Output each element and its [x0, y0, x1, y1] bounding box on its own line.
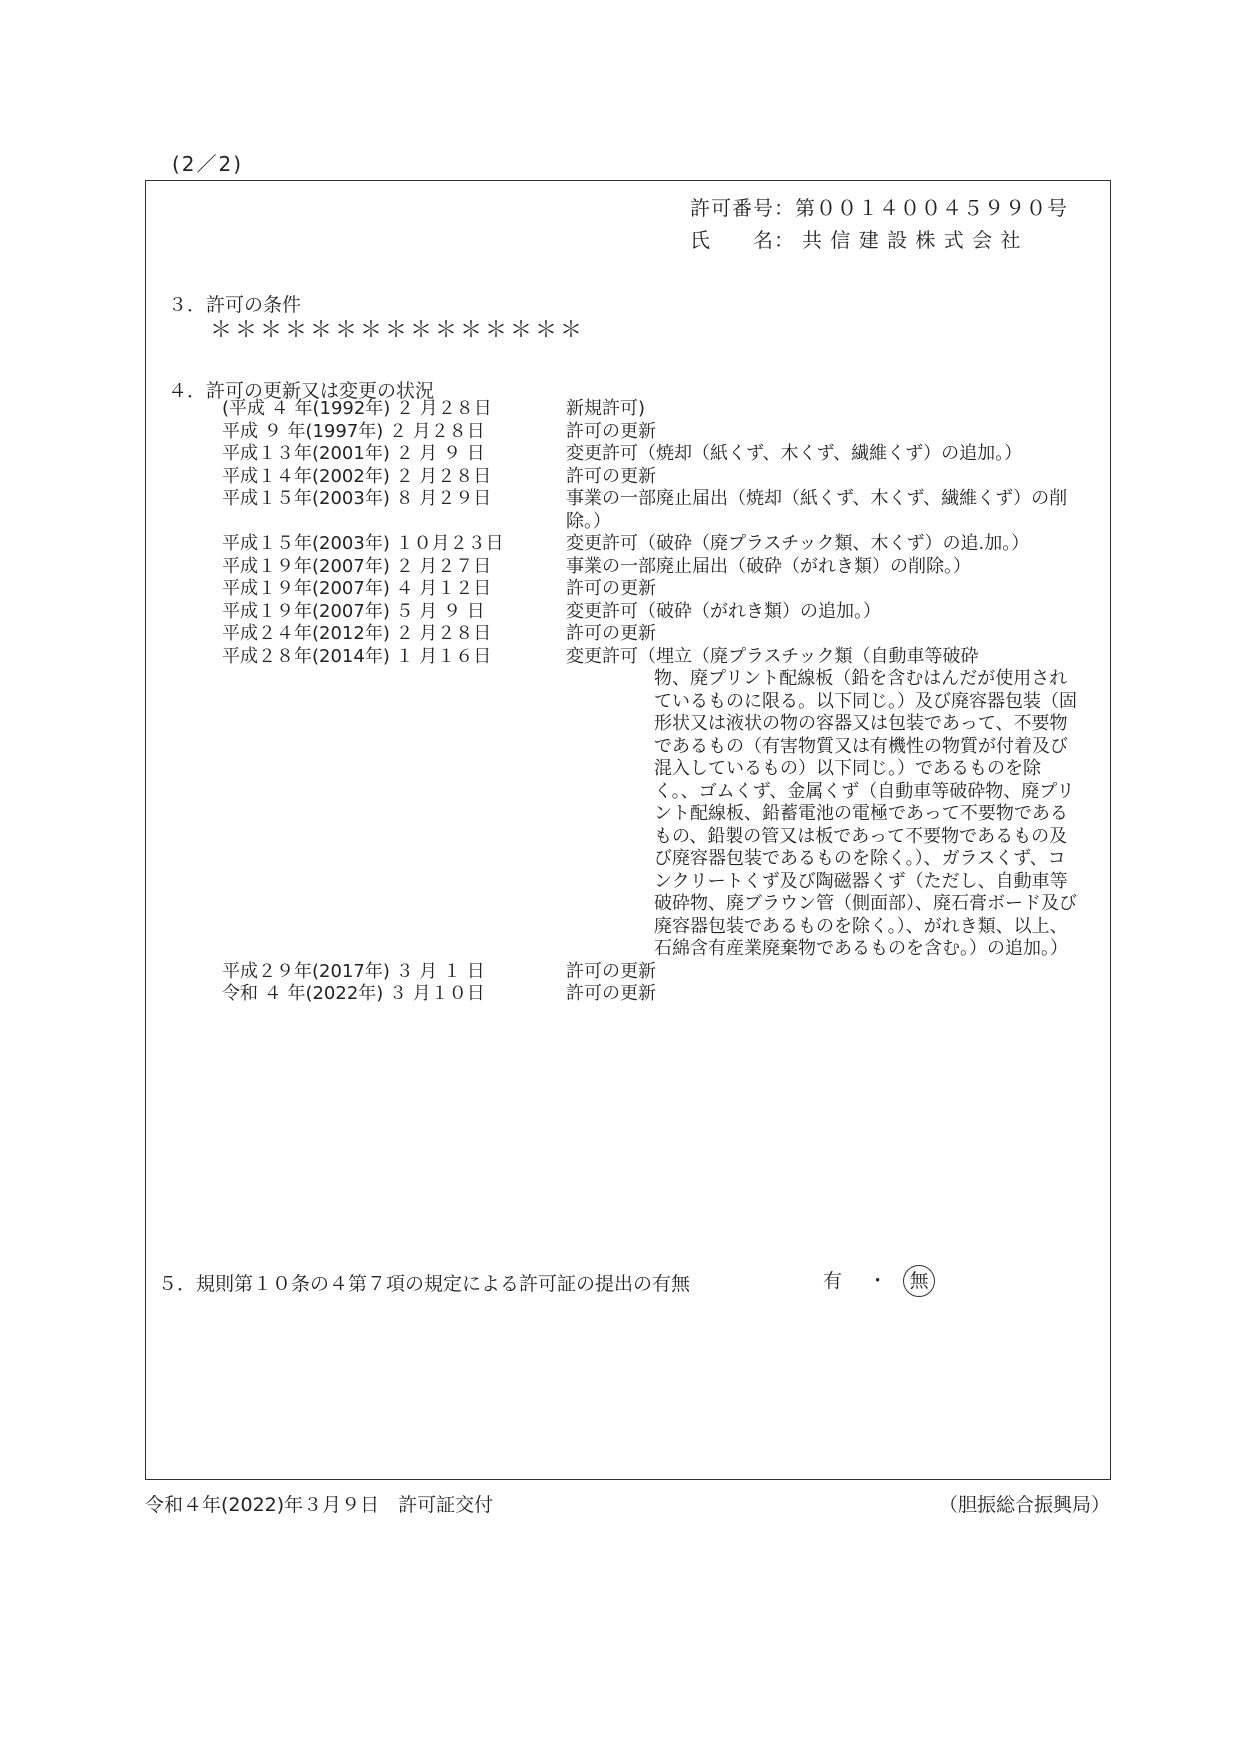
history-row: [222, 578, 1082, 601]
history-row: [222, 466, 1082, 489]
issuing-office: （胆振総合振興局）: [938, 1494, 1110, 1516]
history-date: 平成１５年(2003年) １０月２３日: [222, 533, 504, 554]
history-desc-head: 変更許可（埋立（廃プラスチック類（自動車等破砕: [566, 645, 979, 667]
history-date: 平成１５年(2003年) ８ 月２９日: [222, 488, 492, 509]
choice-separator: ・: [868, 1270, 888, 1292]
section5-title: ５．規則第１０条の４第７項の規定による許可証の提出の有無: [158, 1273, 691, 1295]
company-name-label: 氏 名：: [690, 228, 795, 252]
history-date: 平成１９年(2007年) ５ 月 ９ 日: [222, 600, 485, 622]
history-date: 平成１３年(2001年) ２ 月 ９ 日: [222, 443, 485, 464]
page-indicator: (2／2): [172, 152, 244, 176]
history-row: [222, 623, 1082, 646]
history-row: [222, 601, 1082, 624]
history-desc: 許可の更新: [566, 420, 656, 442]
history-row: [222, 398, 1082, 421]
history-row: [222, 556, 1082, 579]
history-row-long: [222, 646, 1082, 961]
history-desc: 新規許可): [566, 398, 646, 419]
permit-number-label: 許可番号：: [690, 196, 795, 220]
issue-date: 令和４年(2022)年３月９日 許可証交付: [145, 1494, 494, 1516]
history-date: 平成１４年(2002年) ２ 月２８日: [222, 465, 492, 487]
history-desc: 許可の更新: [566, 960, 656, 982]
history-desc: 許可の更新: [566, 623, 656, 644]
section3-title: ３．許可の条件: [168, 294, 302, 316]
history-date: 平成２８年(2014年) １ 月１６日: [222, 645, 492, 667]
history-desc: 変更許可（焼却（紙くず、木くず、繊維くず）の追加。）: [566, 443, 1023, 464]
history-list: [222, 398, 1082, 1006]
section3-conditions: ＊＊＊＊＊＊＊＊＊＊＊＊＊＊＊: [210, 318, 586, 343]
history-date: 平成１９年(2007年) ２ 月２７日: [222, 555, 492, 577]
company-name-row: [690, 224, 1022, 253]
history-date: (平成 ４ 年(1992年) ２ 月２８日: [222, 398, 492, 419]
history-desc: 変更許可（破砕（廃プラスチック類、木くず）の追.加。）: [566, 533, 1030, 554]
history-date: 平成２９年(2017年) ３ 月 １ 日: [222, 960, 485, 982]
history-desc: 許可の更新: [566, 983, 656, 1004]
history-row: [222, 421, 1082, 444]
history-desc: 許可の更新: [566, 465, 656, 487]
history-desc: 変更許可（破砕（がれき類）の追加。）: [566, 600, 881, 622]
history-row: [222, 961, 1082, 984]
history-desc-continuation: 物、廃プリント配線板（鉛を含むはんだが使用されているものに限る。以下同じ。）及び廃容器包装（固形状又は液状の物の容器又は包装であって、不要物であるもの（有害物質又は有機性の物質が付着及び混入しているもの）以下同じ。）であるものを除く。、ゴムくず、金属くず（自動車等破砕物、廃プリント配線板、鉛蓄電池の電極であって不要物であるもの、鉛製の管又は板であって不要物であるもの及び廃容器包装であるものを除く。）、ガラスくず、コンクリートくず及び陶磁器くず（ただし、自動車等破砕物、廃ブラウン管（側面部）、廃石膏ボード及び廃容器包装であるものを除く。）、がれき類、以上、石綿含有産業廃棄物であるものを含む。）の追加。）: [654, 668, 1077, 959]
history-row: [222, 443, 1082, 466]
history-row: [222, 983, 1082, 1006]
permit-number-row: [690, 192, 1068, 221]
history-desc: 事業の一部廃止届出（破砕（がれき類）の削除。）: [566, 555, 971, 577]
choice-no-circled: 無: [903, 1265, 935, 1297]
history-desc: 許可の更新: [566, 578, 656, 599]
company-name-value: 共 信 建 設 株 式 会 社: [802, 228, 1022, 252]
history-date: 平成１９年(2007年) ４ 月１２日: [222, 578, 492, 599]
section5-choice: [823, 1265, 935, 1297]
history-row: [222, 533, 1082, 556]
history-desc: 事業の一部廃止届出（焼却（紙くず、木くず、繊維くず）の削除。）: [566, 488, 1068, 532]
section4-title: ４．許可の更新又は変更の状況: [168, 380, 435, 402]
permit-number-value: 第００１４００４５９９０号: [795, 196, 1068, 220]
history-date: 平成 ９ 年(1997年) ２ 月２８日: [222, 420, 485, 442]
history-desc-long: [566, 646, 1082, 961]
history-date: 平成２４年(2012年) ２ 月２８日: [222, 623, 492, 644]
history-date: 令和 ４ 年(2022年) ３ 月１０日: [222, 983, 485, 1004]
choice-yes: 有: [823, 1270, 843, 1292]
history-row: [222, 488, 1082, 533]
